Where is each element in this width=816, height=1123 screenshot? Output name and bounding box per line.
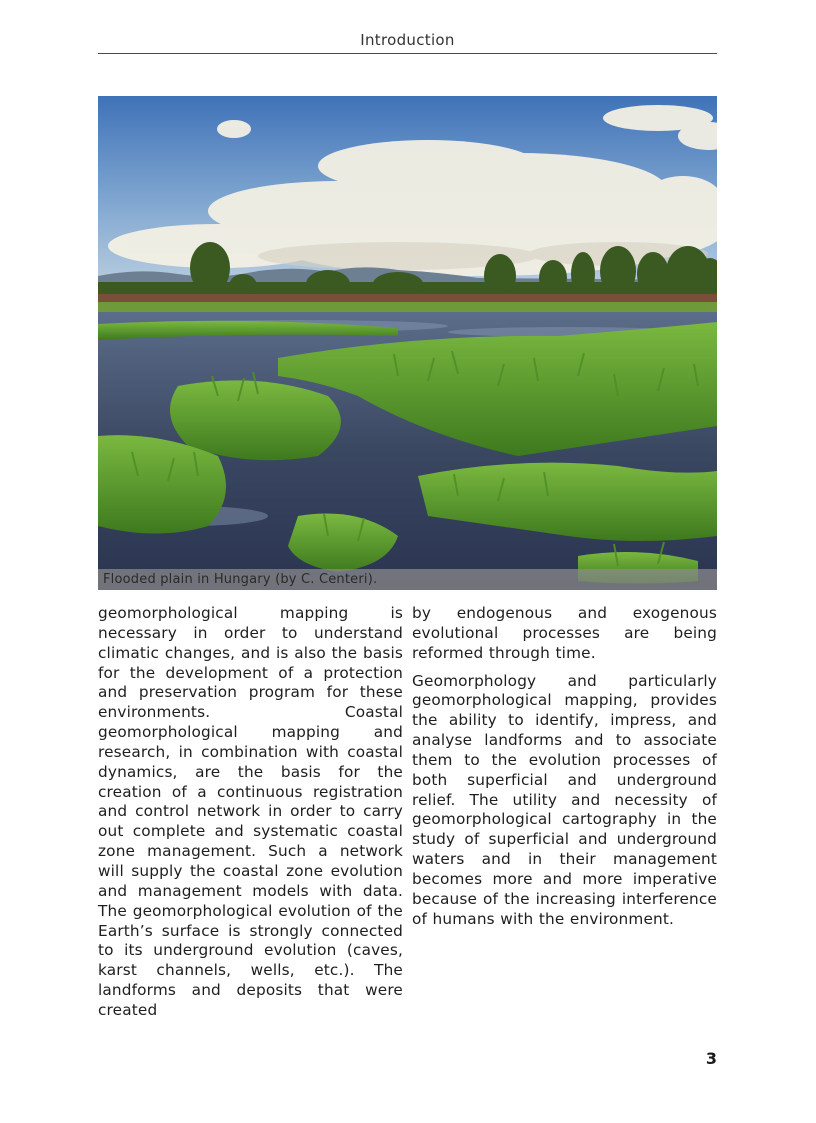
flooded-plain-photo	[98, 96, 717, 590]
figure-caption: Flooded plain in Hungary (by C. Centeri).	[98, 569, 717, 590]
left-column-paragraph: geomorphological mapping is necessary in order to understand climatic changes, and is also the basis for the development of a protection and preservation program for these environments. Coastal geomorphological mapping and research, in combination with coastal dynamics, are the basis for the creation of a continuous registration and control network in order to carry out complete and systematic coastal zone management. Such a network will supply the coastal zone evolution and management models with data. The geomorphological evolution of the Earth’s surface is strongly connected to its underground evolution (caves, karst channels, wells, etc.). The landforms and deposits that were created	[98, 604, 403, 1019]
header-title: Introduction	[360, 31, 455, 49]
right-column-paragraph-2: Geomorphology and particularly geomorphological mapping, provides the ability to identify, impress, and analyse landforms and to associate them to the evolution processes of both superficial and underground relief. The utility and necessity of geomorphological cartography in the study of superficial and underground waters and in their management becomes more and more imperative because of the increasing interference of humans with the environment.	[412, 671, 717, 928]
running-header	[98, 31, 717, 54]
body-column-right	[412, 604, 717, 930]
body-column-left	[98, 604, 403, 1021]
landscape-illustration	[98, 96, 717, 590]
page-number: 3	[705, 1049, 717, 1068]
right-column-paragraph-1: by endogenous and exogenous evolutional processes are being reformed through time.	[412, 604, 717, 662]
